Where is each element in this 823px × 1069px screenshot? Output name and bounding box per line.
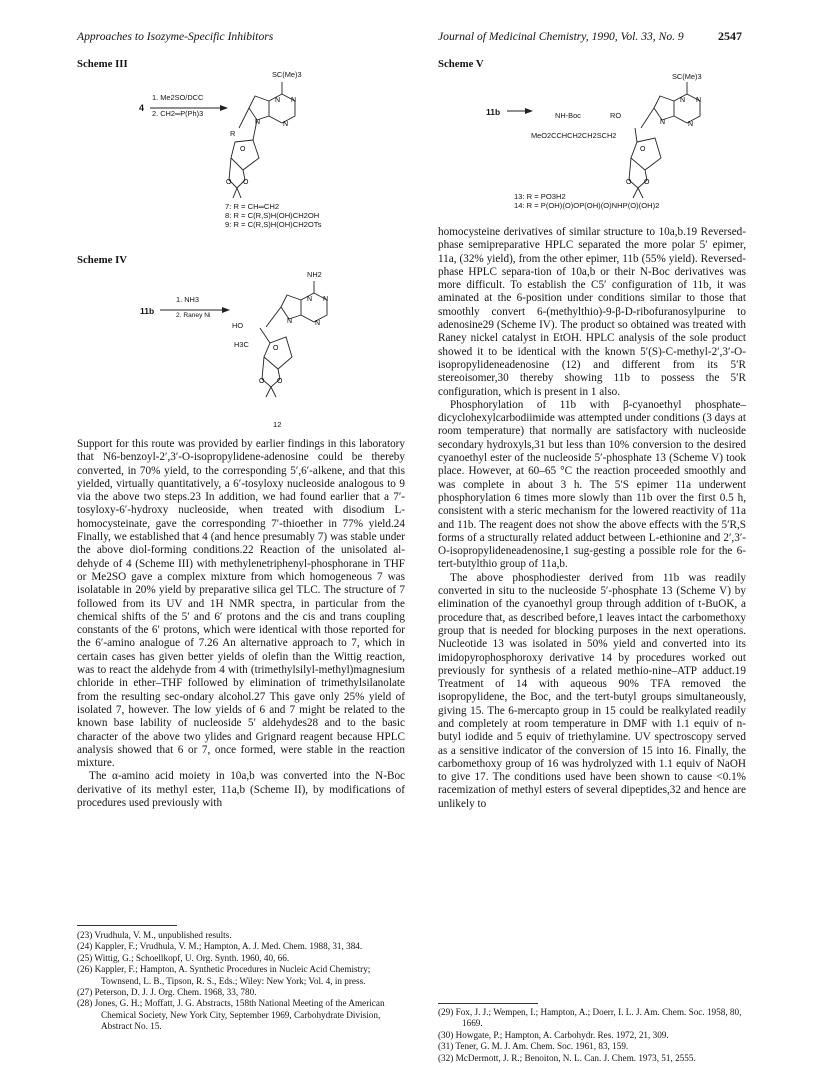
scheme-4-figure bbox=[140, 265, 380, 435]
compound-9-caption: 9: R = C(R,S)H(OH)CH2OTs bbox=[225, 220, 322, 229]
svg-text:N: N bbox=[660, 119, 666, 126]
nucleotide-structure-icon bbox=[605, 80, 715, 210]
compound-7-caption: 7: R = CH═CH2 bbox=[225, 202, 280, 211]
compound-13-caption: 13: R = PO3H2 bbox=[514, 192, 566, 201]
scheme-5-ro-label: RO bbox=[610, 111, 622, 120]
scheme-3-figure bbox=[130, 70, 370, 260]
purine-nucleoside-structure-icon bbox=[225, 80, 335, 205]
scheme-5-nh-boc-label: NH-Boc bbox=[555, 111, 581, 120]
scheme-4-reagent-1: 1. NH3 bbox=[176, 295, 200, 304]
svg-text:N: N bbox=[283, 121, 289, 128]
svg-text:N: N bbox=[275, 97, 281, 104]
svg-text:N: N bbox=[315, 320, 321, 327]
reference-item: (32) McDermott, J. R.; Benoiton, N. L. Can. J. Chem. 1973, 51, 2555. bbox=[438, 1052, 696, 1063]
scheme-5-label: Scheme V bbox=[438, 58, 484, 70]
running-head-journal: Journal of Medicinal Chemistry, 1990, Vol. 33, No. 9 bbox=[438, 30, 684, 43]
compound-14-caption: 14: R = P(OH)(O)OP(OH)(O)NHP(O)(OH)2 bbox=[514, 201, 660, 210]
compound-12-caption: 12 bbox=[273, 420, 282, 429]
reference-item: (29) Fox, J. J.; Wempen, I.; Hampton, A.; Doerr, I. L. J. Am. Chem. Soc. 1958, 80, 1669. bbox=[438, 1007, 742, 1029]
reference-item: (25) Wittig, G.; Schoellkopf, U. Org. Synth. 1960, 40, 66. bbox=[77, 952, 290, 963]
paragraph: Support for this route was provided by earlier findings in this laboratory that N6-benzoyl-2′,3′-O-isopropylidene-adenosine could be thereby converted, in 70% yield, to the corresponding 5′,6′-alkene, and that this yielded, virtually quantitatively, a 6′-tosyloxy nucleoside analogous to 9 via the above two steps.23 In addition, we had found earlier that a 7′-tosyloxy-6′-hydroxy nucleoside, when treated with disodium L-homocysteinate, gave the corresponding 7′-thioether in 77% yield.24 Finally, we established that 4 (and hence presumably 7) was stable under the above diol-forming conditions.22 Reaction of the unisolated al-dehyde of 4 (Scheme III) with methylenetriphenyl-phosphorane in THF or Me2SO gave a complex mixture from which homogeneous 7 was isolatable in 20% yield by preparative silica gel TLC. The structure of 7 followed from its UV and 1H NMR spectra, in particular from the chemical shifts of the 5′ and 6′ protons and the cis and trans coupling constants of the 6′ protons, which were identical with those reported for the 6′-amino analogue of 7.26 An alternative approach to 7, which in certain cases has given better yields of olefin than the Wittig reaction, was to react the aldehyde from 4 with (trimethylsilyl-methyl)magnesium chloride in ether–THF followed by elimination of trimethylsilanolate from the resulting sec-ondary alcohol.27 This gave only 25% yield of isolated 7, however. The low yields of 6 and 7 might be related to the known base lability of nucleoside 5′ aldehydes28 and to the basic character of the above two ylides and Grignard reagent because HPLC analysis showed that 6 or 7, once formed, were stable in the reaction mixture. bbox=[77, 438, 405, 770]
scheme-4-top-substituent: NH2 bbox=[307, 270, 322, 279]
footnote-divider bbox=[77, 925, 177, 926]
svg-text:O: O bbox=[277, 378, 283, 385]
svg-text:O: O bbox=[243, 179, 249, 186]
scheme-3-reagent-2: 2. CH2═P(Ph)3 bbox=[152, 109, 204, 118]
svg-text:N: N bbox=[680, 97, 686, 104]
reference-item: (31) Tener, G. M. J. Am. Chem. Soc. 1961, 83, 159. bbox=[438, 1041, 629, 1052]
scheme-4-reagent-2: 2. Raney Ni bbox=[176, 312, 211, 319]
svg-text:O: O bbox=[644, 179, 650, 186]
svg-text:O: O bbox=[226, 179, 232, 186]
svg-text:O: O bbox=[640, 146, 646, 153]
svg-text:N: N bbox=[255, 119, 261, 126]
reaction-arrow-icon bbox=[160, 306, 230, 314]
right-column-text bbox=[438, 226, 746, 811]
scheme-4-hydroxyl-label: HO bbox=[232, 321, 244, 330]
reaction-arrow-icon bbox=[150, 104, 228, 112]
svg-text:O: O bbox=[259, 378, 265, 385]
svg-text:N: N bbox=[291, 97, 297, 104]
adenosine-structure-icon bbox=[242, 279, 352, 409]
running-head-left: Approaches to Isozyme-Specific Inhibitors bbox=[77, 30, 274, 43]
svg-text:N: N bbox=[323, 296, 329, 303]
footnote-divider bbox=[438, 1003, 538, 1004]
reference-item: (30) Howgate, P.; Hampton, A. Carbohydr. Res. 1972, 21, 309. bbox=[438, 1029, 669, 1040]
scheme-5-figure bbox=[485, 68, 745, 228]
scheme-4-start-compound: 11b bbox=[140, 306, 155, 316]
paragraph: homocysteine derivatives of similar structure to 10a,b.19 Reversed-phase semipreparative HPLC separated the more polar 5′ epimer, 11a, (32% yield), from the other epimer, 11b (55% yield). Reversed-phase HPLC separa-tion of 10a,b or their N-Boc derivatives was more difficult. To establish the C5′ configuration of 11b, it was aminated at the 6-position under conditions similar to those that smoothly convert 6-(methylthio)-9-β-D-ribofuranosylpurine to adenosine29 (Scheme IV). The product so obtained was treated with Raney nickel catalyst in EtOH. HPLC analysis of the sole product showed it to be identical with the known 5′(S)-C-methyl-2′,3′-O-isopropylideneadenosine (12) and different from its 5′R stereoisomer,30 thereby showing 11b to possess the 5′R configuration, which is present in 1 also. bbox=[438, 226, 746, 398]
paragraph: The above phosphodiester derived from 11b was readily converted in situ to the nucleoside 5′-phosphate 13 (Scheme V) by elimination of the cyanoethyl group through addition of t-BuOK, a procedure that, as described before,1 leaves intact the carbomethoxy group that is needed for blocking purposes in the next operations. Nucleotide 13 was isolated in 50% yield and converted into its imidopyrophosphoroxy derivative 14 by procedures worked out previously for synthesis of a related methio-nine–ATP adduct.19 Treatment of 14 with aqueous 90% TFA removed the isopropylidene, the Boc, and the tert-butyl groups simultaneously, giving 15. The 6-mercapto group in 15 could be realkylated readily and completely at room temperature in DMF with 1.1 equiv of n-butyl iodide and 5 equiv of triethylamine. UV spectroscopy served as a sensitive indicator of the conversion of 15 into 16. Finally, the carbomethoxy group of 16 was hydrolyzed with 1.1 equiv of NaOH to give 17. The conditions used have been shown to cause <0.1% racemization of methyl esters of several dipeptides,32 and hence are unlikely to bbox=[438, 571, 746, 810]
scheme-3-top-substituent: SC(Me)3 bbox=[272, 70, 302, 79]
reference-item: (23) Vrudhula, V. M., unpublished results. bbox=[77, 930, 232, 940]
page-number: 2547 bbox=[718, 29, 742, 43]
right-references bbox=[438, 1007, 746, 1064]
reference-item: (27) Peterson, D. J. J. Org. Chem. 1968, 33, 780. bbox=[77, 987, 257, 998]
reference-item: (28) Jones, G. H.; Moffatt, J. G. Abstracts, 158th National Meeting of the American Chemical Society, New York City, September 1969, Carbohydrate Division, Abstract No. 15. bbox=[77, 998, 385, 1032]
svg-text:N: N bbox=[307, 296, 313, 303]
svg-text:O: O bbox=[240, 146, 246, 153]
scheme-3-start-compound: 4 bbox=[139, 103, 145, 113]
svg-text:O: O bbox=[626, 179, 632, 186]
scheme-3-r-group: R bbox=[230, 129, 236, 138]
svg-text:N: N bbox=[688, 121, 694, 128]
left-references bbox=[77, 930, 403, 1033]
scheme-5-side-chain-label: MeO2CCHCH2CH2SCH2 bbox=[531, 131, 617, 140]
svg-text:O: O bbox=[273, 345, 279, 352]
scheme-3-reagent-1: 1. Me2SO/DCC bbox=[152, 93, 204, 102]
reference-item: (24) Kappler, F.; Vrudhula, V. M.; Hampton, A. J. Med. Chem. 1988, 31, 384. bbox=[77, 941, 363, 952]
reference-item: (26) Kappler, F.; Hampton, A. Synthetic Procedures in Nucleic Acid Chemistry; Townsend, L. B., Tipson, R. S., Eds.; Wiley: New York; Vol. 4, in press. bbox=[77, 964, 371, 986]
paragraph: Phosphorylation of 11b with β-cyanoethyl phosphate–dicyclohexylcarbodiimide was attempted under conditions (3 days at room temperature) that normally are satisfactory with nucleoside secondary hydroxyls,31 but less than 10% conversion to the desired cyanoethyl ester of the nucleoside 5′-phosphate 13 (Scheme V) took place. However, at 60–65 °C the reaction proceeded smoothly and was complete in about 3 h. The 5′S epimer 11a underwent phosphorylation 6 times more slowly than 11b over the first 0.5 h, consistent with a steric mechanism for the lowered reactivity of 11a and 11b. The reagent does not show the above effects with the 5′R,S forms of a structurally related adduct between L-ethionine and 2′,3′-O-isopropylideneadenosine,1 sug-gesting a possible role for the 6-tert-butylthio group of 11a,b. bbox=[438, 398, 746, 571]
reaction-arrow-icon bbox=[507, 107, 533, 115]
compound-8-caption: 8: R = C(R,S)H(OH)CH2OH bbox=[225, 211, 320, 220]
scheme-4-label: Scheme IV bbox=[77, 254, 128, 266]
scheme-5-start-compound: 11b bbox=[486, 107, 501, 117]
svg-text:N: N bbox=[696, 97, 702, 104]
left-column-text bbox=[77, 438, 405, 810]
svg-text:N: N bbox=[287, 318, 293, 325]
scheme-4-methyl-label: H3C bbox=[234, 340, 249, 349]
scheme-3-label: Scheme III bbox=[77, 58, 128, 70]
scheme-5-top-substituent: SC(Me)3 bbox=[672, 72, 702, 81]
paragraph: The α-amino acid moiety in 10a,b was converted into the N-Boc derivative of its methyl ester, 11a,b (Scheme II), by modifications of procedures used previously with bbox=[77, 770, 405, 810]
